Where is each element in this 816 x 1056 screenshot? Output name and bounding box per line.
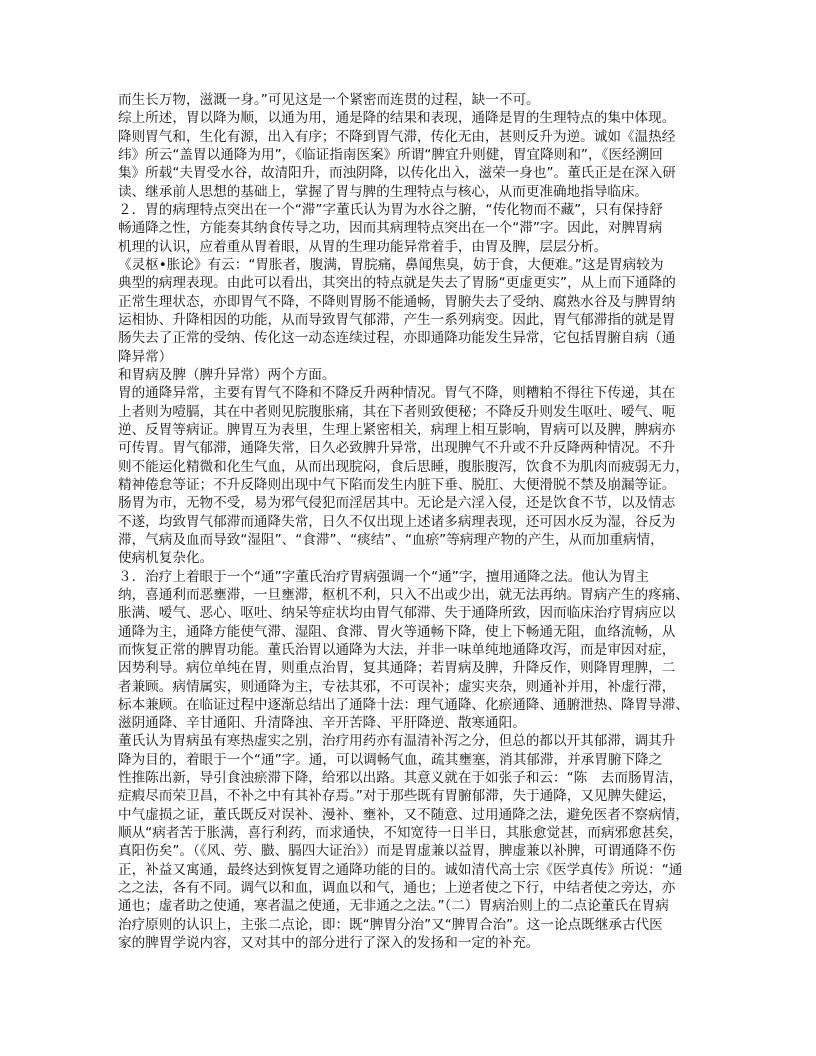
- text-line: 性推陈出新，导引食浊瘀滞下降，给邪以出路。其意义就在于如张子和云：“陈 去而肠胃洁，: [118, 770, 683, 787]
- text-line: 逆、反胃等病证。脾胃互为表里，生理上紧密相关，病理上相互影响，胃病可以及脾，脾病亦: [118, 421, 676, 438]
- text-line: 《灵枢•胀论》有云：“胃胀者，腹满，胃脘痛，鼻闻焦臭，妨于食，大便难。”这是胃病较为: [118, 256, 664, 273]
- text-line: 而生长万物，滋溉一身。”可见这是一个紧密而连贯的过程，缺一不可。: [118, 92, 540, 108]
- text-line: 真阳伤矣”。（《风、劳、臌、膈四大证治》）而是胃虚兼以益胃，脾虚兼以补脾，可谓通降不伤: [118, 843, 676, 860]
- text-line: 标本兼顾。在临证过程中逐渐总结出了通降十法：理气通降、化瘀通降、通腑泄热、降胃导滞、: [118, 696, 689, 713]
- text-line: 正，补益又寓通，最终达到恢复胃之通降功能的目的。诚如清代高士宗《医学真传》所说：“通: [118, 861, 683, 878]
- text-line: 胃的通降异常，主要有胃气不降和不降反升两种情况。胃气不降，则糟粕不得往下传递，其在: [118, 385, 676, 402]
- text-line: 滞，气病及血而导致“湿阻”、“食滞”、“痰结”、“血瘀”等病理产物的产生，从而加重病情，: [118, 531, 664, 548]
- text-line: 之之法，各有不同。调气以和血，调血以和气，通也；上逆者使之下行，中结者使之旁达，亦: [118, 880, 676, 897]
- text-line: 纳，喜通利而恶壅滞，一旦壅滞，枢机不利，只入不出或少出，就无法再纳。胃病产生的疼痛、: [118, 586, 689, 603]
- text-line: 不遂，均致胃气郁滞而通降失常，日久不仅出现上述诸多病理表现，还可因水反为湿，谷反为: [118, 513, 676, 530]
- text-line: 董氏认为胃病虽有寒热虚实之别，治疗用药亦有温清补泻之分，但总的都以开其郁滞，调其升: [118, 733, 676, 750]
- text-line: 滋阴通降、辛甘通阳、升清降浊、辛开苦降、平肝降逆、散寒通阳。: [118, 715, 526, 732]
- text-line: 正常生理状态，亦即胃气不降，不降则胃肠不能通畅，胃腑失去了受纳、腐熟水谷及与脾胃纳: [118, 293, 676, 310]
- text-line: 和胃病及脾（脾升异常）两个方面。: [118, 366, 336, 383]
- text-line: 胀满、嗳气、恶心、呕吐、纳呆等症状均由胃气郁滞、失于通降所致，因而临床治疗胃病应以: [118, 605, 676, 622]
- text-line: 降异常）: [118, 348, 173, 365]
- text-line: 集》所载“夫胃受水谷，故清阳升，而浊阴降，以传化出入，滋荣一身也”。董氏正是在深入研: [118, 165, 676, 182]
- text-line: ２．胃的病理特点突出在一个“滞”字董氏认为胃为水谷之腑，“传化物而不藏”，只有保持舒: [118, 201, 663, 218]
- text-line: 使病机复杂化。: [118, 550, 214, 567]
- text-line: 则不能运化精微和化生气血，从而出现脘闷，食后思睡，腹胀腹泻，饮食不为肌肉而疲弱无力，: [118, 458, 689, 475]
- text-line: 可传胃。胃气郁滞，通降失常，日久必致脾升异常，出现脾气不升或不升反降两种情况。不升: [118, 440, 676, 457]
- text-line: 降则胃气和，生化有源，出入有序；不降到胃气滞，传化无由，甚则反升为逆。诚如《温热经: [118, 128, 676, 145]
- text-line: 纬》所云“盖胃以通降为用”，《临证指南医案》所谓“脾宜升则健，胃宜降则和”，《医经溯回: [118, 146, 663, 163]
- text-line: 典型的病理表现。由此可以看出，其突出的特点就是失去了胃肠“更虚更实”，从上而下通降的: [118, 275, 676, 292]
- text-line: 综上所述，胃以降为顺，以通为用，通是降的结果和表现，通降是胃的生理特点的集中体现。: [118, 110, 676, 127]
- text-line: 肠失去了正常的受纳、传化这一动态连续过程，亦即通降功能发生异常，它包括胃腑自病（通: [118, 330, 676, 347]
- text-line: 治疗原则的认识上，主张二点论，即：既“脾胃分治”又“脾胃合治”。这一论点既继承古代医: [118, 916, 663, 933]
- text-line: 肠胃为市，无物不受，易为邪气侵犯而淫居其中。无论是六淫入侵，还是饮食不节，以及情志: [118, 495, 676, 512]
- text-line: 中气虚损之证，董氏既反对误补、漫补、壅补，又不随意、过用通降之法，避免医者不察病情，: [118, 806, 689, 823]
- text-line: 通也；虚者助之使通，寒者温之使通，无非通之之法。”（二）胃病治则上的二点论董氏在胃病: [118, 898, 669, 915]
- document-body: [118, 91, 718, 952]
- text-line: 机理的认识，应着重从胃着眼，从胃的生理功能异常着手，由胃及脾，层层分析。: [118, 238, 608, 255]
- text-line: 精神倦怠等证；不升反降则出现中气下陷而发生内脏下垂、脱肛、大便滑脱不禁及崩漏等证。: [118, 476, 676, 493]
- text-line: 上者则为噎膈，其在中者则见脘腹胀痛，其在下者则致便秘；不降反升则发生呕吐、嗳气、呃: [118, 403, 676, 420]
- text-line: 通降为主，通降方能使气滞、湿阻、食滞、胃火等通畅下降，使上下畅通无阻，血络流畅，从: [118, 623, 676, 640]
- text-line: 降为目的，着眼于一个“通”字。通，可以调畅气血，疏其壅塞，消其郁滞，并承胃腑下降之: [118, 751, 663, 768]
- text-line: 症瘕尽而荣卫昌，不补之中有其补存焉。”对于那些既有胃腑郁滞，失于通降，又见脾失健运，: [118, 788, 676, 805]
- text-line: 而恢复正常的脾胃功能。董氏治胃以通降为大法，并非一味单纯地通降攻泻，而是审因对症，: [118, 641, 676, 658]
- text-line: 家的脾胃学说内容，又对其中的部分进行了深入的发扬和一定的补充。: [118, 935, 540, 952]
- text-line: 顺从“病者苦于胀满，喜行利药，而求通快，不知宽待一日半日，其胀愈觉甚，而病邪愈甚矣，: [118, 825, 683, 842]
- text-line: 因势利导。病位单纯在胃，则重点治胃，复其通降；若胃病及脾，升降反作，则降胃理脾，二: [118, 660, 676, 677]
- text-line: 运相协、升降相因的功能，从而导致胃气郁滞，产生一系列病变。因此，胃气郁滞指的就是胃: [118, 311, 676, 328]
- text-line: 畅通降之性，方能奏其纳食传导之功，因而其病理特点突出在一个“滞”字。因此，对脾胃病: [118, 220, 663, 237]
- text-line: 者兼顾。病情属实，则通降为主，专祛其邪，不可误补；虚实夹杂，则通补并用，补虚行滞，: [118, 678, 676, 695]
- text-line: 读、继承前人思想的基础上，掌握了胃与脾的生理特点与核心，从而更准确地指导临床。: [118, 183, 649, 200]
- text-line: ３．治疗上着眼于一个“通”字董氏治疗胃病强调一个“通”字，擅用通降之法。他认为胃主: [118, 568, 650, 585]
